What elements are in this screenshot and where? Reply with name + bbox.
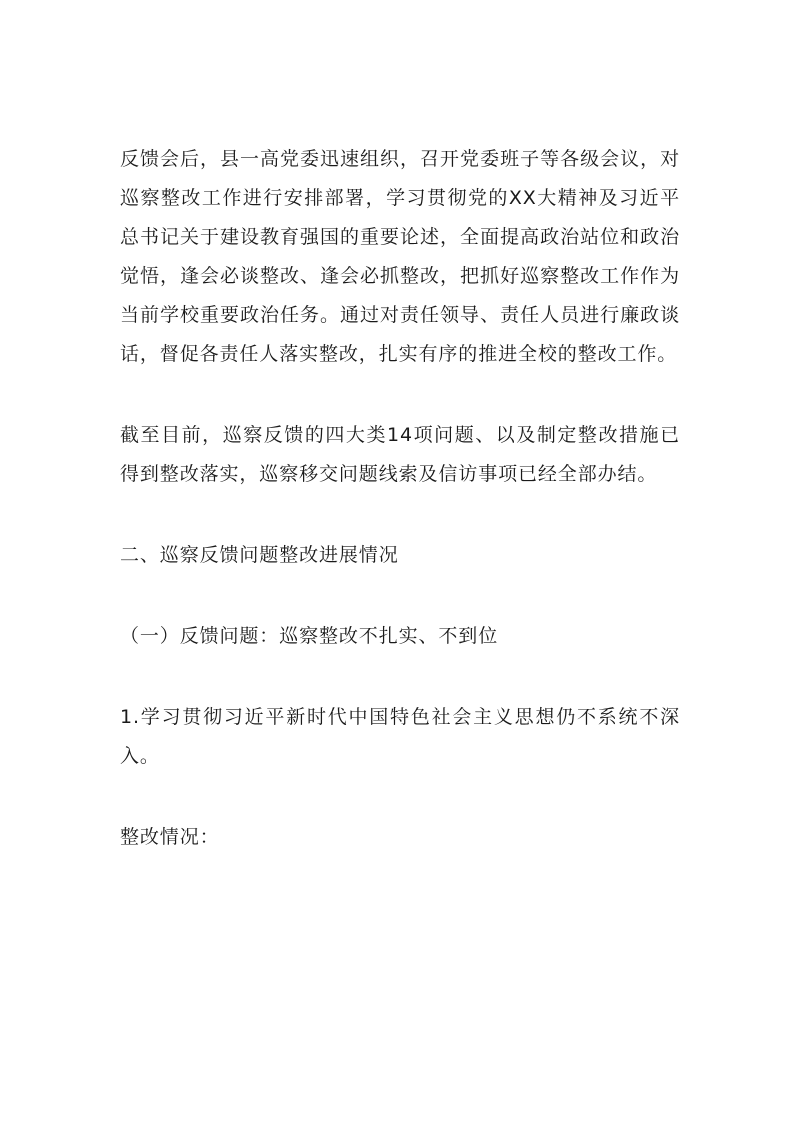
- paragraph-rectification-status: 截至目前，巡察反馈的四大类14项问题、以及制定整改措施已得到整改落实，巡察移交问题线索及信访事项已经全部办结。: [120, 424, 680, 485]
- document-body: [120, 140, 680, 857]
- subsection-heading: （一）反馈问题：巡察整改不扎实、不到位: [120, 625, 499, 647]
- paragraph-rectification-arrangement: 反馈会后，县一高党委迅速组织，召开党委班子等各级会议，对巡察整改工作进行安排部署，学习贯彻党的XX大精神及习近平总书记关于建设教育强国的重要论述，全面提高政治站位和政治觉悟，逢会必谈整改、逢会必抓整改，把抓好巡察整改工作作为当前学校重要政治任务。通过对责任领导、责任人员进行廉政谈话，督促各责任人落实整改，扎实有序的推进全校的整改工作。: [120, 148, 680, 365]
- section-heading: 二、巡察反馈问题整改进展情况: [120, 544, 399, 566]
- numbered-item: 1.学习贯彻习近平新时代中国特色社会主义思想仍不系统不深入。: [120, 706, 680, 767]
- rectification-label: 整改情况：: [120, 826, 220, 848]
